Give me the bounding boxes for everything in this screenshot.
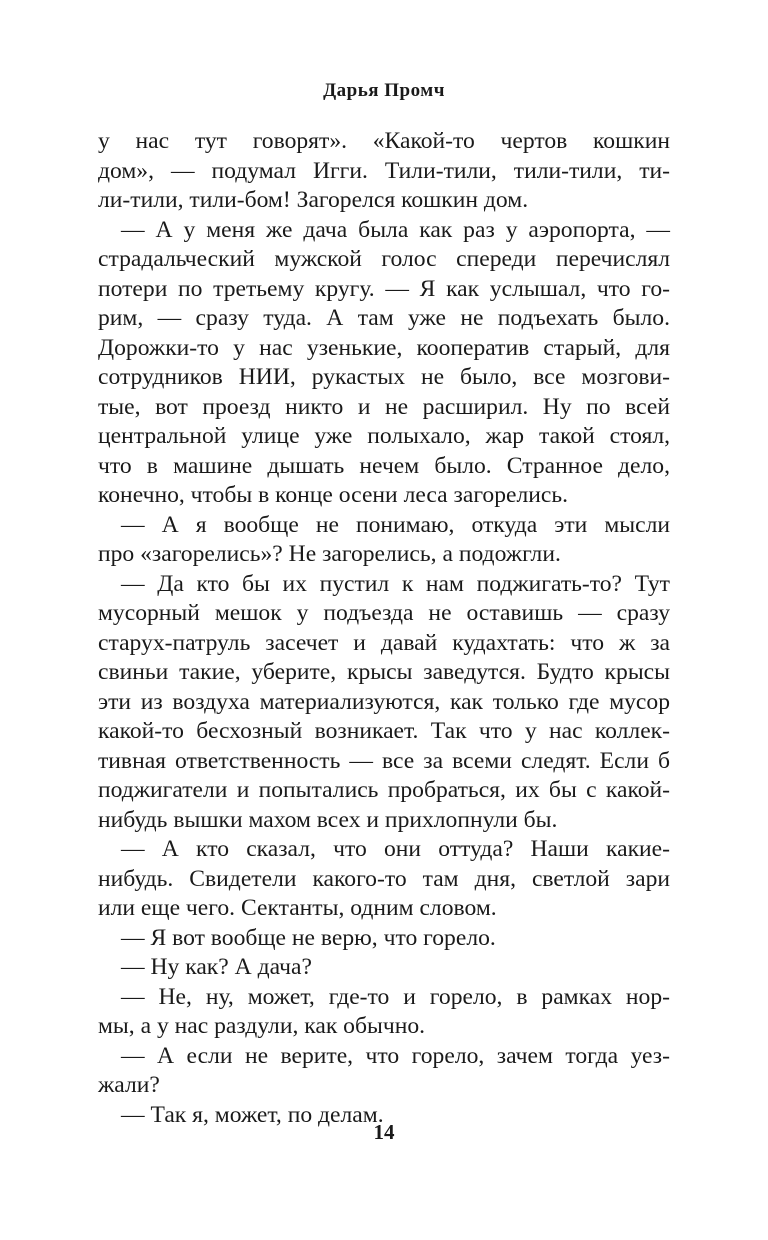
text-line: дом», — подумал Игги. Тили-тили, тили-тили, ти- — [98, 157, 670, 184]
text-line: — А если не верите, что горело, зачем тогда уез- — [121, 1042, 670, 1069]
text-line: про «загорелись»? Не загорелись, а подожгли. — [98, 541, 561, 567]
text-line: что в машине дышать нечем было. Странное дело, — [98, 452, 670, 479]
text-line: нибудь вышки махом всех и прихлопнули бы. — [98, 806, 558, 833]
text-line: тивная ответственность — все за всеми следят. Если б — [98, 747, 670, 774]
text-line: старух-патруль засечет и давай кудахтать: что ж за — [98, 629, 670, 656]
text-line: конечно, чтобы в конце осени леса загорелись. — [98, 482, 569, 508]
text-line: — Ну как? А дача? — [121, 954, 312, 980]
text-line: поджигатели и попытались пробраться, их бы с какой- — [98, 777, 670, 803]
text-line: — Да кто бы их пустил к нам поджигать-то? Тут — [121, 570, 670, 597]
text-line: эти из воздуха материализуются, как только где мусор — [98, 688, 670, 715]
text-line: — Я вот вообще не верю, что горело. — [121, 924, 496, 951]
text-line: ли-тили, тили-бом! Загорелся кошкин дом. — [98, 187, 529, 213]
text-line: или еще чего. Сектанты, одним словом. — [98, 895, 497, 921]
text-line: у нас тут говорят». «Какой-то чертов кошкин — [98, 128, 670, 154]
text-line: — А я вообще не понимаю, откуда эти мысли — [121, 511, 670, 538]
text-line: страдальческий мужской голос спереди перечислял — [98, 246, 670, 272]
text-line: мы, а у нас раздули, как обычно. — [98, 1013, 426, 1039]
text-line: свиньи такие, уберите, крысы заведутся. Будто крысы — [98, 659, 670, 685]
text-line: жали? — [98, 1072, 160, 1098]
text-line: сотрудников НИИ, рукастых не было, все мозгови- — [98, 364, 670, 390]
text-line: рим, — сразу туда. А там уже не подъехать было. — [98, 305, 670, 331]
text-line: тые, вот проезд никто и не расширил. Ну по всей — [98, 393, 670, 420]
text-line: — А кто сказал, что они оттуда? Наши какие- — [121, 836, 670, 862]
text-line: нибудь. Свидетели какого-то там дня, светлой зари — [98, 865, 670, 892]
text-line: — Не, ну, может, где-то и горело, в рамках нор- — [121, 983, 670, 1010]
page-number: 14 — [373, 1120, 395, 1144]
text-line: мусорный мешок у подъезда не оставишь — сразу — [98, 600, 670, 626]
text-line: центральной улице уже полыхало, жар такой стоял, — [98, 423, 670, 449]
body-text — [98, 127, 670, 1130]
text-line: — А у меня же дача была как раз у аэропорта, — — [121, 216, 670, 243]
text-line: потери по третьему кругу. — Я как услышал, что го- — [98, 275, 670, 302]
text-line: — Так я, может, по делам. — [121, 1101, 384, 1128]
text-line: какой-то бесхозный возникает. Так что у нас коллек- — [98, 718, 670, 744]
running-head: Дарья Промч — [323, 80, 445, 101]
text-line: Дорожки-то у нас узенькие, кооператив старый, для — [98, 334, 670, 361]
